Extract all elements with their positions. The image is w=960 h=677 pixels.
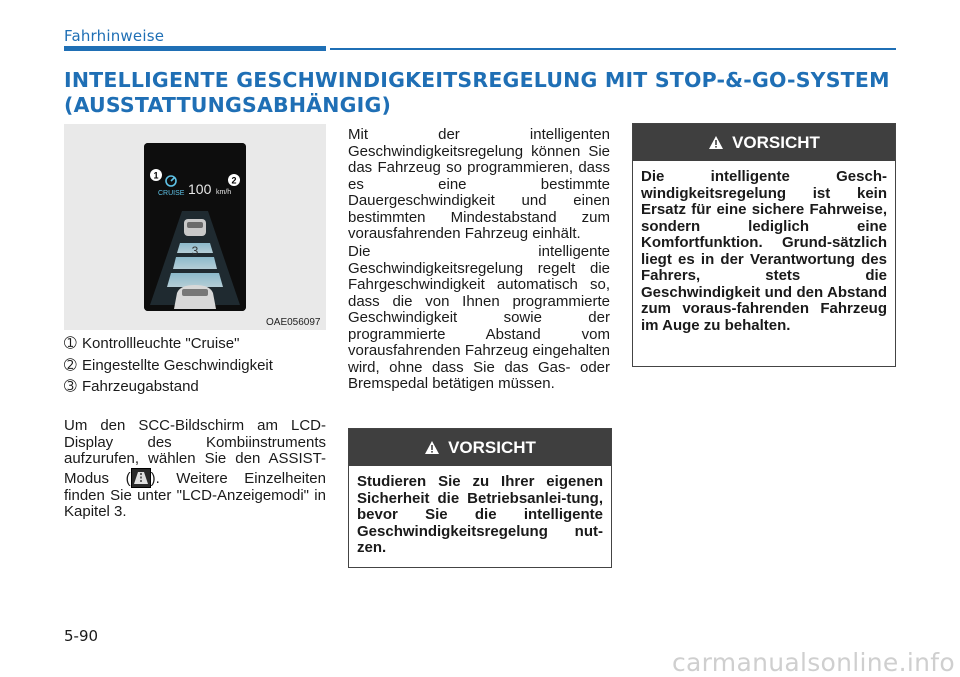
lead-car-icon (184, 219, 206, 236)
warning-triangle-icon (424, 440, 440, 455)
caution-header (633, 124, 895, 161)
caution-text: Die intelligente Gesch-windigkeitsregelung ist kein Ersatz für eine sichere Fahrweise, sondern lediglich eine Komfortfunktion. Grund-sätzlich liegt es in der Verantwortung des Fahrers, stets die Geschwindigkeit und den Abstand zum voraus-fahrenden Fahrzeug im Auge zu behalten. (641, 168, 887, 334)
header-rule-thin (330, 48, 896, 50)
callout-1: 1 (153, 170, 159, 181)
set-speed-value: 100 (188, 181, 212, 197)
caution-text: Studieren Sie zu Ihrer eigenen Sicherheit die Betriebsanlei-tung, bevor Sie die intelligente Geschwindigkeitsregelung nut-zen. (357, 473, 603, 556)
callout-2: 2 (231, 175, 237, 186)
page-title-line1: INTELLIGENTE GESCHWINDIGKEITSREGELUNG MIT STOP-&-GO-SYSTEM (64, 68, 890, 92)
header-rule-thick (64, 46, 326, 51)
warning-triangle-icon (708, 135, 724, 150)
assist-mode-icon (131, 468, 151, 488)
list-item-text: Fahrzeugabstand (82, 378, 199, 395)
callout-3: 3 (191, 244, 199, 258)
list-item (64, 336, 326, 353)
figure-caption: OAE056097 (266, 317, 321, 328)
scc-display-illustration (144, 143, 246, 311)
list-item-number: ➁ (64, 356, 77, 374)
caution-heading: VORSICHT (448, 437, 536, 457)
page-number: 5-90 (64, 627, 99, 645)
caution-header (349, 429, 611, 466)
caution-heading: VORSICHT (732, 132, 820, 152)
list-item-text: Eingestellte Geschwindigkeit (82, 356, 273, 374)
legend-list (64, 336, 326, 401)
paragraph-text-after: ). Weitere Einzelheiten finden Sie unter "LCD-Anzeigemodi" in Kapitel 3. (64, 469, 326, 520)
intro-paragraph: Mit der intelligenten Geschwindigkeitsregelung können Sie das Fahrzeug so programmieren, dass es eine bestimmte Dauergeschwindigkeit und einen bestimmten Mindestabstand zum vorausfahrenden Fahrzeug einhält. (348, 126, 610, 242)
caution-box-driver-responsibility (632, 123, 896, 367)
list-item (64, 358, 326, 375)
section-label: Fahrhinweise (64, 27, 165, 45)
assist-mode-paragraph (64, 418, 326, 521)
list-item (64, 379, 326, 396)
set-speed-unit: km/h (216, 189, 232, 196)
caution-box-manual (348, 428, 612, 568)
distance-bar-2 (173, 257, 217, 269)
own-car-icon (174, 285, 216, 309)
page-title (64, 68, 924, 118)
function-paragraph: Die intelligente Geschwindigkeitsregelung regelt die Fahrgeschwindigkeit automatisch so, dass die von Ihnen programmierte Geschwindigkeit sowie der programmierte Abstand vom vorausfahrenden Fahrzeug eingehalten wird, ohne dass Sie das Gas- oder Bremspedal betätigen müssen. (348, 243, 610, 392)
paragraph-text-before: Um den SCC-Bildschirm am LCD-Display des Kombiinstruments aufzurufen, wählen Sie den ASSIST-Modus ( (64, 417, 326, 487)
page-title-line2: (AUSSTATTUNGSABHÄNGIG) (64, 93, 392, 117)
cluster-display (144, 143, 246, 311)
distance-bar-3 (167, 273, 223, 287)
list-item-number: ➂ (64, 378, 77, 395)
list-item-number: ➀ (64, 335, 77, 352)
watermark: carmanualsonline.info (672, 648, 955, 677)
list-item-text: Kontrollleuchte "Cruise" (82, 335, 240, 352)
cruise-label: CRUISE (158, 190, 185, 197)
